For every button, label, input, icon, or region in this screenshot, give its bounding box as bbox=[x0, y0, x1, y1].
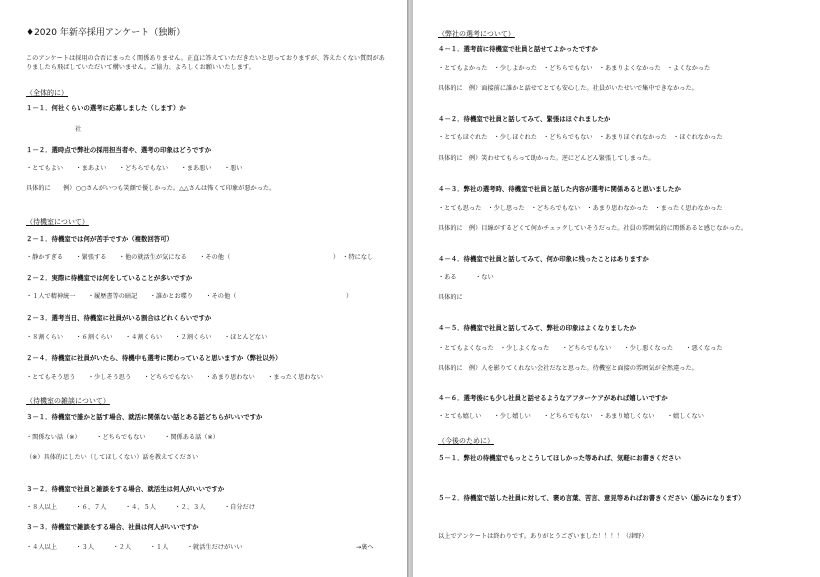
section-waiting-room: （待機室について） bbox=[26, 218, 89, 226]
q3-2-question: ３－２．待機室で社員と雑談をする場合、就活生は何人がいいですか bbox=[26, 485, 225, 493]
section-overall: （全体的に） bbox=[26, 89, 68, 97]
survey-intro: このアンケートは採用の合否にまったく関係ありません。正直に答えていただきたいと思っておりますが、答えたくない質問がありましたら飛ばしていただいて構いません。ご協力、よろしくお願いいたします。 bbox=[26, 55, 385, 71]
q3-3-question: ３－３．待機室で雑談をする場合、社員は何人がいいですか bbox=[26, 523, 199, 531]
q3-3-options: ・４人以上 ・３人 ・２人 ・１人 ・就活生だけがいい bbox=[26, 544, 243, 551]
q4-5-detail: 具体的に 例）人を影りてくれない会社だなと思った。待機室と面接の雰囲気が全然違った。 bbox=[438, 365, 698, 372]
q1-2-detail: 具体的に 例）○○さんがいつも笑顔で優しかった。△△さんは怖くて印象が悪かった。 bbox=[26, 185, 276, 192]
q3-2-options: ・８人以上 ・６、７人 ・４、５人 ・２、３人 ・自分だけ bbox=[26, 504, 255, 511]
q2-4-options: ・とてもそう思う ・少しそう思う ・どちらでもない ・あまり思わない ・まったく思わない bbox=[26, 374, 323, 381]
q4-3-detail: 具体的に 例）目線がするどくて何かチェックしていそうだった。社員の雰囲気的に関係あると感じなかった。 bbox=[438, 225, 748, 232]
q2-4-question: ２－４．待機室に社員がいたら、待機中も選考に関わっていると思いますか（弊社以外） bbox=[26, 354, 282, 362]
survey-page-back bbox=[413, 0, 820, 577]
q4-4-detail: 具体的に bbox=[438, 294, 463, 301]
q1-1-answer-unit: 社 bbox=[75, 126, 82, 133]
q2-1-question: ２－１．待機室では何が苦手ですか（複数回答可） bbox=[26, 235, 173, 243]
q1-2-question: １－２．選時点で弊社の採用担当者や、選考の印象はどうですか bbox=[26, 146, 212, 154]
q4-3-question: ４－３．弊社の選考時、待機室で社員と話した内容が選考に関係あると思いましたか bbox=[438, 185, 681, 193]
section-staff: （弊社の選考について） bbox=[438, 30, 515, 38]
q4-1-detail: 具体的に 例）面接前に誰かと話せてとても安心した。社員がいたせいで集中できなかった。 bbox=[438, 85, 698, 92]
q4-2-options: ・とてもほぐれた ・少しほぐれた ・どちらでもない ・あまりほぐれなかった ・ほぐれなかった bbox=[438, 134, 723, 141]
q4-5-question: ４－５．待機室で社員と話してみて、弊社の印象はよくなりましたか bbox=[438, 324, 636, 332]
q2-1-options: ・静かすぎる ・緊張する ・他の就活生が気になる ・その他（ bbox=[26, 254, 231, 261]
q3-1-question: ３－１．待機室で誰かと話す場合、就活に関係ない話とある話どちらがいいですか bbox=[26, 413, 263, 421]
q2-3-options: ・８割くらい ・６割くらい ・４割くらい ・２割くらい ・ほとんどない bbox=[26, 334, 268, 341]
q1-2-options: ・とてもよい ・まあよい ・どちらでもない ・まあ悪い ・悪い bbox=[26, 165, 243, 172]
q2-2-options-end: ） bbox=[346, 293, 353, 300]
survey-title: ♦2020 年新卒採用アンケート（独断） bbox=[26, 28, 186, 38]
q4-1-question: ４－１．選考前に待機室で社員と話せてよかったですか bbox=[438, 45, 598, 53]
q3-1-note: （※）具体的にしたい（してほしくない）話を教えてください bbox=[26, 454, 199, 461]
q2-2-options: ・１人で精神統一 ・履歴書等の暗記 ・誰かとお喋り ・その他（ bbox=[26, 293, 237, 300]
section-chat: （待機室の雑談について） bbox=[26, 397, 110, 405]
survey-page-front bbox=[0, 0, 407, 577]
q4-5-options: ・とてもよくなった ・少しよくなった ・どちらでもない ・少し悪くなった ・悪くなった bbox=[438, 345, 723, 352]
q2-3-question: ２－３．選考当日、待機室に社員がいる割合はどれくらいですか bbox=[26, 314, 212, 322]
q4-4-question: ４－４．待機室で社員と話してみて、何か印象に残ったことはありますか bbox=[438, 255, 649, 263]
q4-1-options: ・とてもよかった ・少しよかった ・どちらでもない ・あまりよくなかった ・よくなかった bbox=[438, 65, 711, 72]
q4-6-options: ・とても嬉しい ・少し嬉しい ・どちらでもない ・あまり嬉しくない ・嬉しくない bbox=[438, 413, 704, 420]
q5-1-question: ５－１．弊社の待機室でもっとこうしてほしかった等あれば、気軽にお書きください bbox=[438, 454, 681, 462]
q4-3-options: ・とても思った ・少し思った ・どちらでもない ・あまり思わなかった ・まったく思わなかった bbox=[438, 205, 723, 212]
q4-2-question: ４－２．待機室で社員と話してみて、緊張はほぐれましたか bbox=[438, 115, 611, 123]
q2-2-question: ２－２．実際に待機室では何をしていることが多いですか bbox=[26, 274, 193, 282]
q4-4-options: ・ある ・ない bbox=[438, 274, 494, 281]
closing-message: 以上でアンケートは終わりです。ありがとうございました！！！！（津野） bbox=[438, 533, 648, 540]
q4-2-detail: 具体的に 例）笑わせてもらって助かった。逆にどんどん緊張してしまった。 bbox=[438, 155, 655, 162]
q5-2-question: ５－２．待機室で話した社員に対して、褒め言葉、苦言、意見等あればお書きください（励みになります） bbox=[438, 494, 745, 502]
q2-1-options-end: ） ・特になし bbox=[333, 254, 374, 261]
q3-1-options: ・関係ない話（※） ・どちらでもない ・関係ある話（※） bbox=[26, 434, 219, 441]
section-future: （今後のために） bbox=[438, 437, 494, 445]
q1-1-question: １－１．何社くらいの選考に応募しました（します）か bbox=[26, 104, 186, 112]
turn-over-note: →裏へ bbox=[356, 544, 374, 551]
q4-6-question: ４－６．選考後にも少し社員と話せるようなアフターケアがあれば嬉しいですか bbox=[438, 394, 668, 402]
